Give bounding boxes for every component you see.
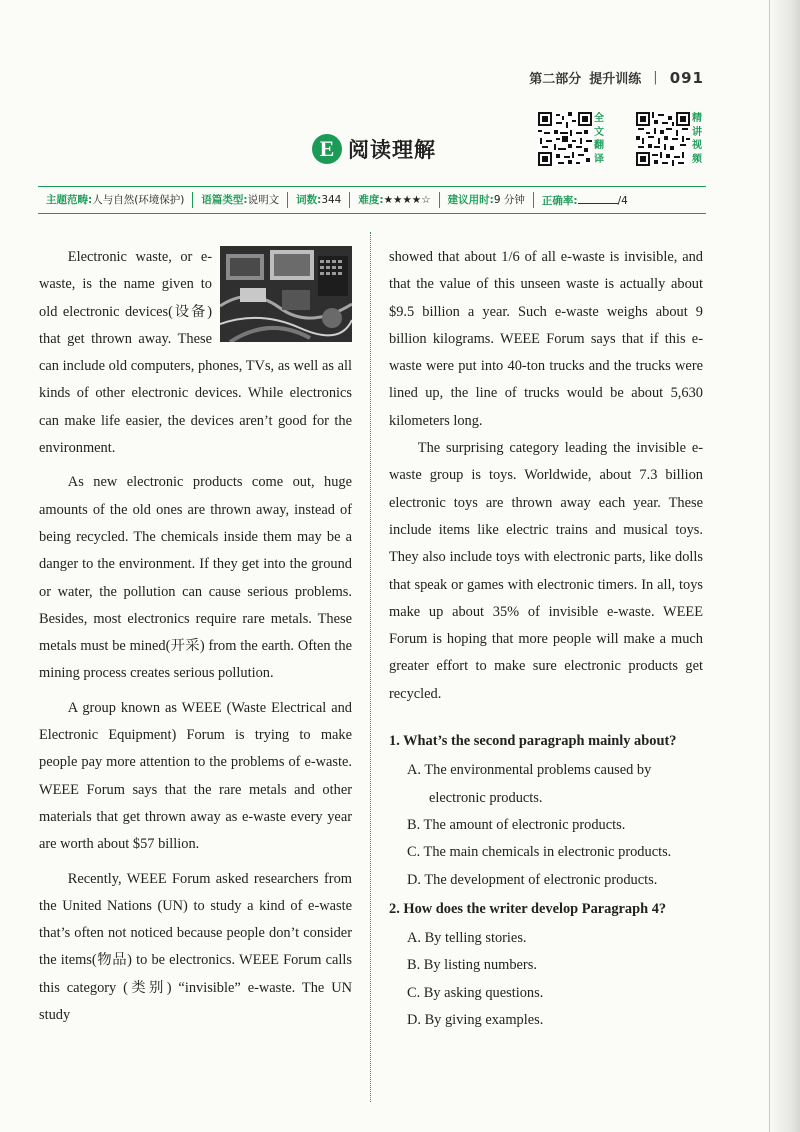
question-2-option-c[interactable]: C. By asking questions. bbox=[407, 984, 544, 1001]
section-title bbox=[312, 134, 436, 164]
meta-genre-key: 语篇类型: bbox=[201, 194, 248, 206]
meta-accuracy-total: /4 bbox=[617, 194, 628, 207]
paragraph-3: A group known as WEEE (Waste Electrical and Electronic Equipment) Forum is trying to make people pay more attention to the problems of e-waste. WEEE Forum says that the rare metals and other materials that get thrown away as e-waste every year are worth about $57 billion. bbox=[39, 699, 352, 853]
passage-info-bar bbox=[38, 186, 706, 214]
meta-words-value: 344 bbox=[321, 194, 342, 206]
passage-right-column bbox=[389, 244, 703, 1034]
paragraph-4-end: showed that about 1/6 of all e-waste is invisible, and that the value of this unseen waste is actually about $9.5 billion a year. Such e-waste weighs about 9 billion kilograms. WEEE Forum says that if this e-waste were put into 40-ton trucks and the trucks were lined up, the line of trucks would be about 5,630 kilometers long. bbox=[389, 249, 703, 429]
page-number: 091 bbox=[669, 68, 704, 87]
meta-time-value: 9 分钟 bbox=[493, 194, 525, 206]
question-1-option-a[interactable]: A. The environmental problems caused by electronic products. bbox=[407, 762, 652, 806]
accuracy-blank[interactable] bbox=[578, 192, 618, 204]
question-2-option-a[interactable]: A. By telling stories. bbox=[407, 930, 527, 947]
meta-suggested-time bbox=[440, 192, 534, 208]
qr-code-translation[interactable] bbox=[538, 112, 592, 166]
paragraph-5: The surprising category leading the invisible e-waste group is toys. Worldwide, about 7.3 billion electronic toys are thrown away each year. These include items like electric trains and musical toys. They also include toys with electronic parts, like dolls that speak or games with electronic timers. In all, toys make up about 35% of invisible e-waste. WEEE Forum is hoping that more people will make a much greater effort to make sure electronic products get recycled. bbox=[389, 440, 703, 702]
paragraph-4-start: Recently, WEEE Forum asked researchers from the United Nations (UN) to study a kind of e-waste that’s often not noticed because people don’t consider the items(物品) to be electronics. WEEE Forum calls this category (类别) “invisible” e-waste. The UN study bbox=[39, 870, 352, 1024]
column-divider bbox=[370, 232, 371, 1102]
meta-word-count bbox=[288, 192, 350, 208]
paragraph-1: Electronic waste, or e-waste, is the name given to old electronic devices(设备) that get thrown away. These can include old computers, phones, TVs, as well as all kinds of other electronic devices. While electronics can make life easier, the devices aren’t good for the environment. bbox=[39, 249, 352, 457]
question-1-option-d[interactable]: D. The development of electronic products. bbox=[407, 871, 658, 888]
meta-genre-value: 说明文 bbox=[247, 194, 280, 206]
meta-accuracy bbox=[534, 192, 636, 209]
question-1-option-b[interactable]: B. The amount of electronic products. bbox=[407, 816, 626, 833]
header-part: 第二部分 bbox=[529, 72, 582, 87]
running-head bbox=[529, 68, 704, 87]
question-2-stem: 2. How does the writer develop Paragraph 4? bbox=[389, 900, 667, 917]
meta-accuracy-key: 正确率: bbox=[541, 194, 578, 207]
meta-difficulty-key: 难度: bbox=[358, 194, 384, 206]
meta-theme bbox=[38, 192, 193, 208]
meta-difficulty bbox=[350, 192, 439, 208]
meta-difficulty-stars: ★★★★☆ bbox=[383, 194, 431, 206]
qr-label-video: 精讲视频 bbox=[692, 113, 702, 165]
paragraph-2: As new electronic products come out, huge amounts of the old ones are thrown away, instead of being recycled. The chemicals inside them may be a danger to the environment. If they get into the ground or water, the pollution can cause serious problems. Besides, most electronics require rare metals. These metals must be mined(开采) from the earth. Often the mining process creates serious pollution. bbox=[39, 474, 352, 682]
passage-left-column bbox=[39, 244, 352, 1029]
meta-words-key: 词数: bbox=[296, 194, 322, 206]
question-1-option-c[interactable]: C. The main chemicals in electronic products. bbox=[407, 844, 672, 861]
meta-theme-key: 主题范畴: bbox=[46, 194, 93, 206]
page-spine-line bbox=[769, 0, 770, 1132]
meta-genre bbox=[193, 192, 288, 208]
qr-code-video[interactable] bbox=[636, 112, 690, 166]
page-edge-shadow bbox=[768, 0, 800, 1132]
questions bbox=[389, 728, 703, 1034]
e-waste-photo bbox=[220, 246, 352, 342]
meta-time-key: 建议用时: bbox=[447, 194, 494, 206]
question-2-option-d[interactable]: D. By giving examples. bbox=[407, 1012, 544, 1029]
question-1-stem: 1. What’s the second paragraph mainly about? bbox=[389, 733, 677, 750]
meta-theme-value: 人与自然(环境保护) bbox=[92, 194, 185, 206]
header-section: 提升训练 bbox=[589, 72, 642, 87]
section-badge: E bbox=[312, 134, 342, 164]
section-title-text: 阅读理解 bbox=[348, 138, 436, 162]
qr-label-translation: 全文翻译 bbox=[594, 113, 604, 165]
question-2-option-b[interactable]: B. By listing numbers. bbox=[407, 957, 537, 974]
header-separator: | bbox=[653, 70, 658, 85]
